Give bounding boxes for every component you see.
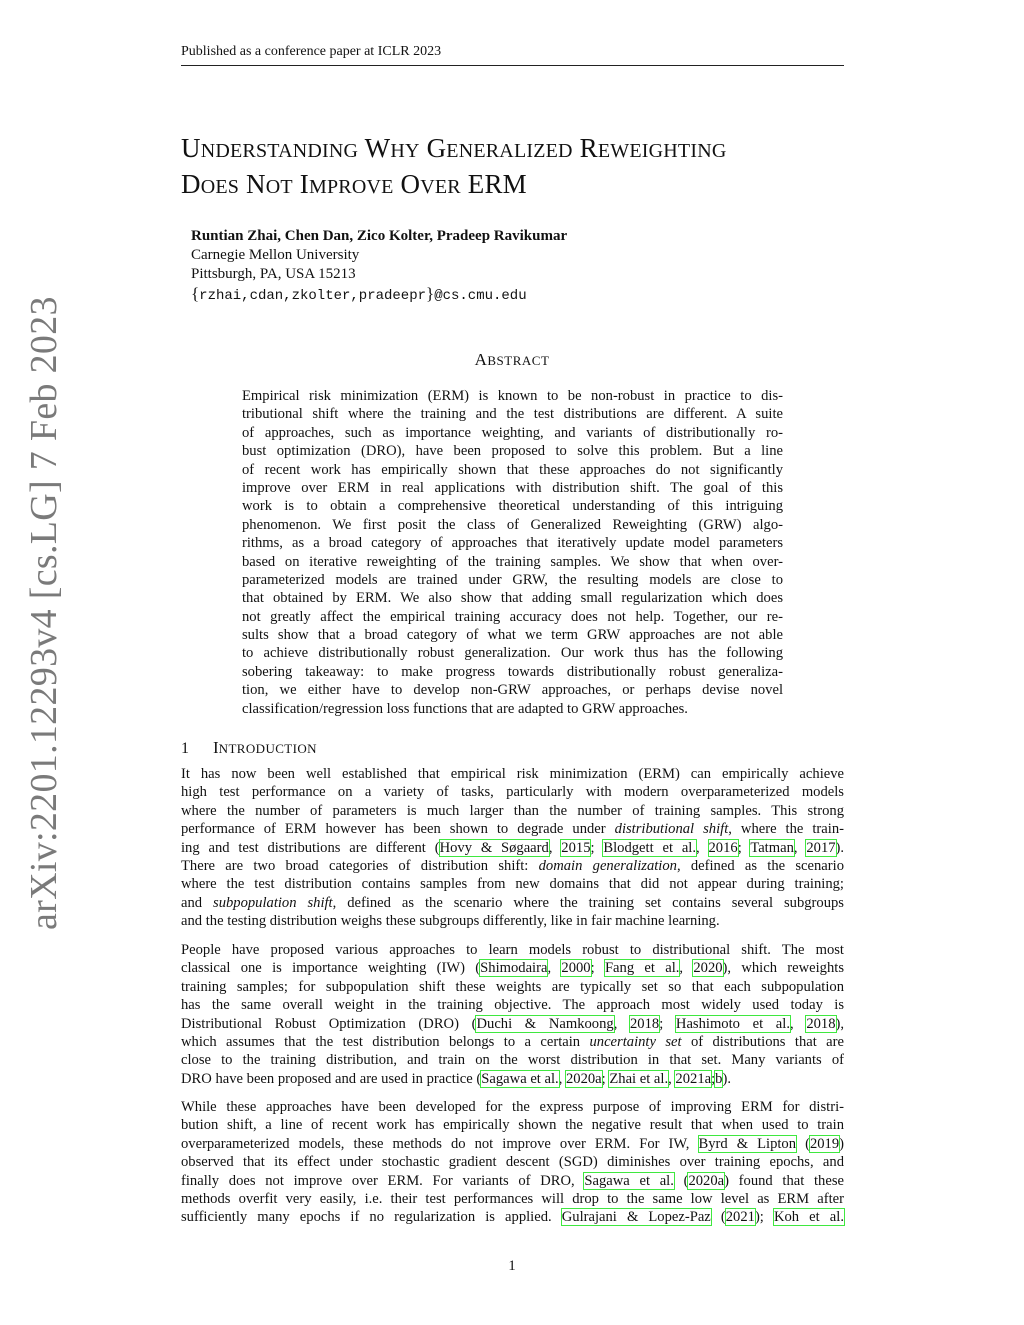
citation-link[interactable]: Sagawa et al. <box>584 1172 674 1189</box>
emphasis: subpopulation shift <box>213 894 333 911</box>
abstract-line: parameterized models are trained under GRW, the resulting models are close to <box>242 571 783 588</box>
citation-link[interactable]: Fang et al. <box>604 960 680 977</box>
text-line: methods overfit very easily, i.e. their test performances will drop to the same low level as ERM after <box>181 1190 844 1207</box>
citation-link[interactable]: Sagawa et al. <box>481 1070 559 1087</box>
title-line-2: DOES NOT IMPROVE OVER ERM <box>181 169 527 199</box>
abstract-line: sults show that a broad category of what we term GRW approaches are not able <box>242 627 783 644</box>
text-line: finally does not improve over ERM. For variants of DRO, Sagawa et al. (2020a) found that these <box>181 1172 844 1189</box>
citation-link[interactable]: Gulrajani & Lopez-Paz <box>561 1209 711 1226</box>
arxiv-identifier-stamp: arXiv:2201.12293v4 [cs.LG] 7 Feb 2023 <box>23 296 65 930</box>
citation-year-link[interactable]: 2015 <box>561 839 591 856</box>
abstract-line: based on iterative reweighting of the training samples. We show that when over- <box>242 553 783 570</box>
citation-link[interactable]: Hovy & Søgaard <box>439 839 549 856</box>
text-line: performance of ERM however has been shown to degrade under distributional shift, where the train- <box>181 821 844 838</box>
text-line: ing and test distributions are different (Hovy & Søgaard, 2015; Blodgett et al., 2016; Tatman, 2017). <box>181 839 845 856</box>
running-header: Published as a conference paper at ICLR 2023 <box>181 44 442 59</box>
author-email[interactable]: {rzhai,cdan,zkolter,pradeepr}@cs.cmu.edu <box>191 284 527 304</box>
text-line: classical one is importance weighting (IW) (Shimodaira, 2000; Fang et al., 2020), which reweights <box>181 960 845 977</box>
citation-year-link[interactable]: 2020a <box>565 1070 602 1087</box>
citation-link[interactable]: Shimodaira <box>480 960 548 977</box>
intro-paragraph-1 <box>181 765 844 931</box>
paper-title <box>181 132 861 204</box>
title-line-1: UNDERSTANDING WHY GENERALIZED REWEIGHTING <box>181 133 727 163</box>
text-line: bution shift, a line of recent work has empirically shown the negative result that when used to train <box>181 1117 844 1134</box>
text-line: observed that its effect under stochastic gradient descent (SGD) diminishes over training epochs, and <box>181 1154 844 1171</box>
abstract-line: of approaches, such as importance weighting, and variants of distributionally ro- <box>242 424 783 441</box>
text-line: which assumes that the test distribution belongs to a certain uncertainty set of distributions that are <box>181 1033 844 1050</box>
emphasis: uncertainty set <box>589 1033 682 1050</box>
abstract-line: to achieve distributionally robust generalization. Our work thus has the following <box>242 645 783 662</box>
citation-year-link[interactable]: 2021a <box>675 1070 712 1087</box>
author-affiliation: Carnegie Mellon University <box>191 247 360 263</box>
abstract-line: rithms, as a broad category of approaches that iteratively update model parameters <box>242 535 783 552</box>
emphasis: distributional shift <box>614 821 729 838</box>
citation-year-link[interactable]: b <box>715 1070 723 1087</box>
citation-year-link[interactable]: 2019 <box>809 1135 840 1152</box>
text-line: People have proposed various approaches to learn models robust to distributional shift. The most <box>181 942 844 958</box>
text-line: training samples; for subpopulation shift these weights are typically set so that each subpopulation <box>181 978 844 995</box>
citation-link[interactable]: Hashimoto et al. <box>675 1015 790 1032</box>
text-line: sufficiently many epochs if no regularization is applied. Gulrajani & Lopez-Paz (2021); Koh et al. <box>181 1209 844 1226</box>
page-number: 1 <box>508 1258 516 1274</box>
citation-link[interactable]: Zhai et al. <box>609 1070 669 1087</box>
citation-year-link[interactable]: 2020a <box>688 1172 725 1189</box>
citation-year-link[interactable]: 2017 <box>806 839 836 856</box>
citation-link[interactable]: Koh et al. <box>773 1209 844 1226</box>
section-heading-introduction: 1 INTRODUCTION <box>181 738 317 757</box>
citation-link[interactable]: Byrd & Lipton <box>698 1135 797 1152</box>
abstract-heading: ABSTRACT <box>474 350 550 369</box>
abstract-line: tributional shift where the training and the test distributions are different. A suite <box>242 406 783 423</box>
text-line: There are two broad categories of distribution shift: domain generalization, defined as the scenario <box>181 857 844 874</box>
abstract-line: that obtained by ERM. We also show that adding small regularization which does <box>242 590 783 607</box>
text-line: close to the training distribution, and train on the worst distribution in that set. Many variants of <box>181 1052 844 1069</box>
text-line: and subpopulation shift, defined as the scenario where the training set contains several subgroups <box>181 894 844 911</box>
intro-paragraph-2 <box>181 941 844 1088</box>
citation-link[interactable]: Blodgett et al. <box>603 839 697 856</box>
abstract-line: classification/regression loss functions that are adapted to GRW approaches. <box>242 700 688 717</box>
abstract-line: work is to obtain a comprehensive theoretical understanding of this intriguing <box>242 498 783 515</box>
abstract-line: bust optimization (DRO), have been proposed to solve this problem. But a line <box>242 443 783 460</box>
abstract-line: Empirical risk minimization (ERM) is known to be non-robust in practice to dis- <box>242 388 783 404</box>
citation-year-link[interactable]: 2021 <box>725 1209 755 1226</box>
abstract-line: of recent work has empirically shown that these approaches do not significantly <box>242 461 783 478</box>
citation-year-link[interactable]: 2000 <box>561 960 591 977</box>
abstract-line: improve over ERM in real applications with distribution shift. The goal of this <box>242 479 783 496</box>
citation-year-link[interactable]: 2018 <box>806 1015 836 1032</box>
author-block <box>191 227 567 306</box>
abstract-line: not greatly affect the empirical training accuracy does not help. Together, our re- <box>242 608 783 625</box>
text-line: While these approaches have been developed for the express purpose of improving ERM for distri- <box>181 1099 844 1115</box>
emphasis: domain generalization <box>538 857 677 874</box>
text-line: has the same overall weight in the training objective. The approach most widely used today is <box>181 997 844 1014</box>
citation-year-link[interactable]: 2016 <box>708 839 738 856</box>
abstract-line: sobering takeaway: to make progress towards distributionally robust generaliza- <box>242 663 783 680</box>
text-line: and the testing distribution weighs these subgroups differently, like in fair machine learning. <box>181 913 720 930</box>
citation-link[interactable]: Tatman <box>750 839 794 856</box>
abstract-line: phenomenon. We first posit the class of Generalized Reweighting (GRW) algo- <box>242 516 783 533</box>
text-line: where the number of parameters is much larger than the number of training samples. This strong <box>181 802 844 819</box>
citation-link[interactable]: Duchi & Namkoong <box>476 1015 614 1032</box>
author-names: Runtian Zhai, Chen Dan, Zico Kolter, Pradeep Ravikumar <box>191 228 568 244</box>
citation-year-link[interactable]: 2020 <box>693 960 723 977</box>
text-line: where the test distribution contains samples from new domains that did not appear during training; <box>181 876 844 893</box>
text-line: DRO have been proposed and are used in practice (Sagawa et al., 2020a; Zhai et al., 2021a;b). <box>181 1070 731 1087</box>
citation-year-link[interactable]: 2018 <box>630 1015 660 1032</box>
header-rule <box>181 65 844 66</box>
author-location: Pittsburgh, PA, USA 15213 <box>191 266 356 282</box>
text-line: overparameterized models, these methods do not improve over ERM. For IW, Byrd & Lipton (2019) <box>181 1135 844 1152</box>
text-line: It has now been well established that empirical risk minimization (ERM) can empirically achieve <box>181 766 844 782</box>
intro-paragraph-3 <box>181 1098 844 1227</box>
abstract-body <box>242 387 783 718</box>
text-line: Distributional Robust Optimization (DRO) (Duchi & Namkoong, 2018; Hashimoto et al., 2018), <box>181 1015 845 1032</box>
abstract-line: tion, we either have to develop non-GRW approaches, or perhaps devise novel <box>242 682 783 699</box>
text-line: high test performance on a variety of tasks, particularly with modern overparameterized models <box>181 784 844 801</box>
